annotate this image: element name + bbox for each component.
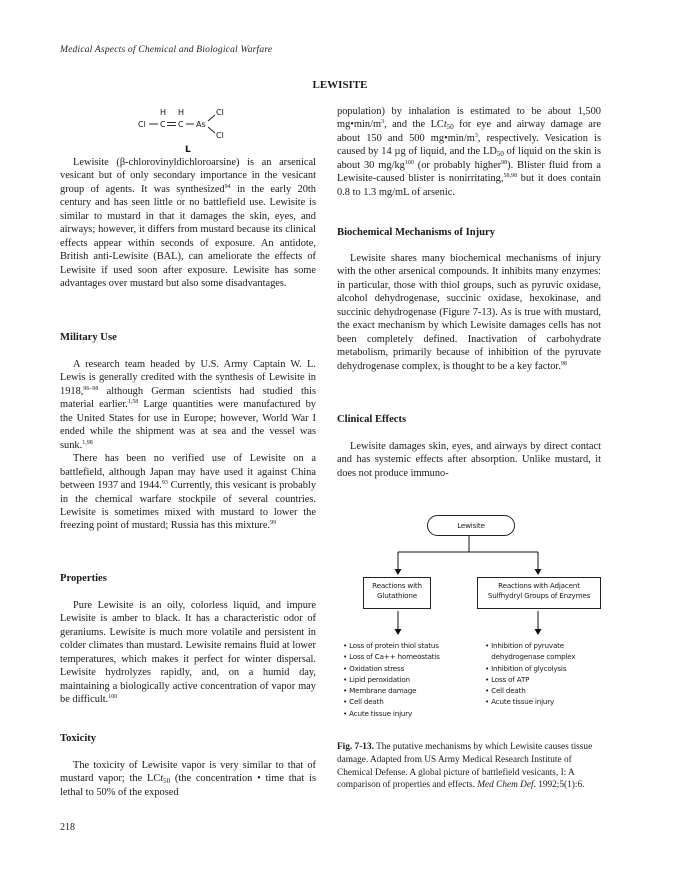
- svg-text:H: H: [178, 108, 185, 117]
- intro-paragraph-block: [60, 156, 316, 291]
- military-use-body: [60, 358, 316, 533]
- clinical-effects-section: [337, 413, 601, 426]
- section-heading-clinical-effects: Clinical Effects: [337, 414, 407, 425]
- biochemical-body: [337, 252, 601, 373]
- svg-text:C: C: [178, 120, 184, 129]
- toxicity-body: [60, 759, 316, 799]
- section-heading-military-use: Military Use: [60, 332, 117, 343]
- list-item: • Cell death: [485, 686, 526, 696]
- lewisite-structure-diagram: [125, 100, 245, 155]
- list-item: • Loss of protein thiol status: [343, 641, 439, 650]
- svg-text:C: C: [160, 120, 166, 129]
- toxicity-continued: [337, 105, 601, 199]
- flow-node-sulfhydryl-groups: Reactions with Adjacent Sulfhydryl Groups of Enzymes: [477, 577, 601, 609]
- section-heading-properties: Properties: [60, 573, 107, 584]
- military-use-paragraph-2: There has been no verified use of Lewisite on a battlefield, although Japan may have used it against China between 1937 and 1944.93 Currently, this vesicant is probably in the chemical warfare stockpile of several countries. Lewisite is sometimes mixed with mustard to lower the freezing point of mustard; Russia has this mixture.$^{99}$: [60, 453, 317, 532]
- list-item: • Loss of ATP: [485, 674, 530, 684]
- glutathione-effects-list: [343, 640, 440, 719]
- biochemical-paragraph: Lewisite shares many biochemical mechanisms of injury with the other arsenical compounds. It inhibits many enzymes: in particular, those with thiol groups, such as pyruvic oxidase, alcohol dehydrogenase, succinic oxidase, hexokinase, and succinic dehydrogenase (Figure 7-13). As is true with mustard, the exact mechanism by which Lewisite damages cells has not been completely defined. Inactivation of carbohydrate metabolism, primarily because of inhibition of the pyruvate dehydrogenase complex, is thought to be a key factor.$^{98}$: [337, 253, 601, 372]
- toxicity-section: [60, 732, 316, 745]
- clinical-effects-body: [337, 440, 601, 480]
- toxicity-paragraph-continued: population) by inhalation is estimated to be about 1,500 $mg•\min/m^3$, and the LCt$_{50}$ for eye and airway damage are about 150 and 500 $mg•\min/m^3$, respectively. Vesication is caused by 14 µg of liquid, and the $LD_{50}$ of liquid on the skin is about 30 $mg/kg^{100}$ (or probably higher$^{98}$). Blister fluid from a Lewisite-caused blister is nonirritating,$^{58,98}$ but it does contain 0.8 to 1.3 mg/mL of arsenic.: [337, 106, 602, 198]
- military-use-section: [60, 331, 316, 344]
- svg-text:As: As: [196, 120, 206, 129]
- list-item: • Membrane damage: [343, 686, 417, 696]
- list-item: dehydrogenase complex: [485, 652, 576, 662]
- figure-caption: Fig. 7-13. The putative mechanisms by which Lewisite causes tissue damage. Adapted from US Army Medical Research Institute of Chemical Defense. A global picture of battlefield vesicants, I: A comparison of properties and effects. Med Chem Def. 1992;5(1):6.: [337, 742, 593, 791]
- figure-7-13-flowchart: [337, 510, 607, 730]
- properties-section: [60, 572, 316, 585]
- flow-node-lewisite: Lewisite: [427, 515, 515, 536]
- list-item: • Inhibition of glycolysis: [485, 663, 567, 673]
- running-head: Medical Aspects of Chemical and Biological Warfare: [60, 45, 273, 55]
- list-item: • Inhibition of pyruvate: [485, 641, 565, 650]
- properties-paragraph: Pure Lewisite is an oily, colorless liquid, and impure Lewisite is amber to black. It has a characteristic odor of geraniums. Lewisite is much more volatile and persistent in colder climates than mustard. Lewisite remains fluid at lower temperatures, which makes it perfect for winter dispersal. Lewisite hydrolyzes rapidly, and, on a humid day, maintaining a biologically active concentration of vapor may be difficult.$^{100}$: [60, 600, 316, 706]
- section-heading-toxicity: Toxicity: [60, 733, 97, 744]
- biochemical-section: [337, 226, 601, 239]
- properties-body: [60, 599, 316, 707]
- list-item: • Oxidation stress: [343, 663, 405, 673]
- intro-paragraph: Lewisite (β-chlorovinyldichloroarsine) is an arsenical vesicant but of only secondary importance in the vesicant group of agents. It was synthesized$^{94}$ in the early 20th century and has seen little or no battlefield use. Lewisite is similar to mustard in that it damages the skin, eyes, and airways; however, it differs from mustard because its clinical effects appear within seconds of exposure. An antidote, British anti-Lewisite (BAL), can ameliorate the effects of Lewisite if used soon after exposure. Lewisite has some advantages over mustard but also some disadvantages.: [60, 157, 317, 290]
- list-item: • Lipid peroxidation: [343, 674, 410, 684]
- svg-text:L: L: [185, 145, 191, 155]
- page-number: 218: [60, 822, 75, 833]
- section-heading-biochemical: Biochemical Mechanisms of Injury: [337, 227, 496, 238]
- list-item: • Cell death: [343, 697, 384, 707]
- list-item: • Acute tissue injury: [485, 697, 555, 707]
- sulfhydryl-effects-list: [485, 640, 575, 708]
- svg-text:Cl: Cl: [216, 131, 224, 140]
- flow-node-glutathione: Reactions with Glutathione: [363, 577, 431, 609]
- clinical-effects-paragraph: Lewisite damages skin, eyes, and airways by direct contact and has systemic effects after absorption. Unlike mustard, it does not produce immuno-: [337, 441, 601, 479]
- toxicity-paragraph: The toxicity of Lewisite vapor is very similar to that of mustard vapor; the LCt$_{50}$ (the concentration • time that is lethal to 50% of the exposed: [60, 760, 316, 798]
- svg-text:H: H: [160, 108, 167, 117]
- svg-text:Cl: Cl: [138, 120, 146, 129]
- svg-text:Cl: Cl: [216, 108, 224, 117]
- military-use-paragraph-1: A research team headed by U.S. Army Captain W. L. Lewis is generally credited with the synthesis of Lewisite in 1918,$^{96-98}$ although German scientists had studied this material earlier.$^{1,58}$ Large quantities were manufactured by the United States for use in Europe; however, World War I ended while the shipment was at sea and the vessel was sunk.$^{1,98}$: [60, 359, 316, 451]
- chapter-title: LEWISITE: [312, 79, 368, 91]
- list-item: • Acute tissue injury: [343, 708, 413, 718]
- list-item: • Loss of Ca++ homeostatis: [343, 652, 440, 662]
